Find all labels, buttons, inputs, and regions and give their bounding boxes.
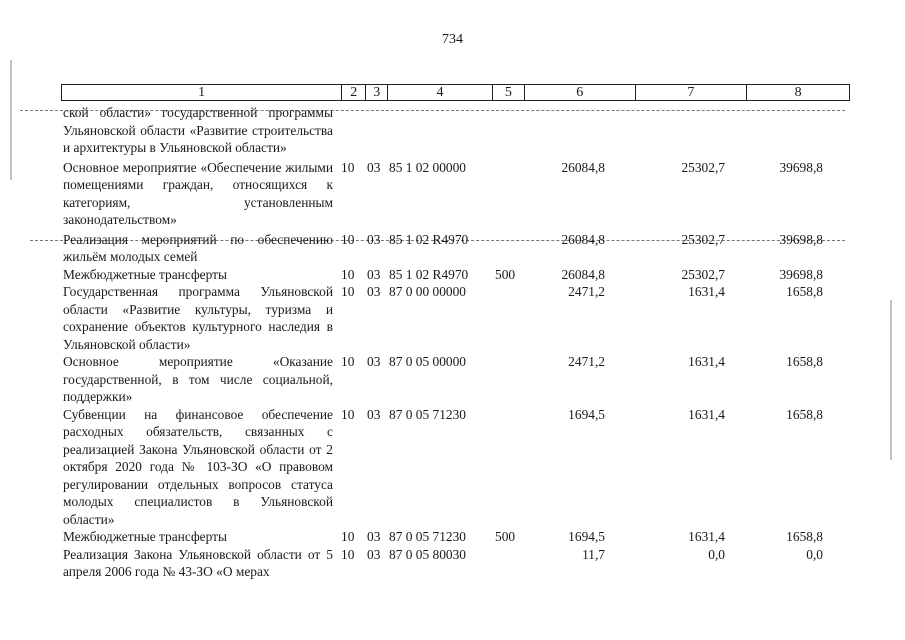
scan-speckle xyxy=(10,60,12,180)
row-name: ской области» государственной программы Ульяновской области «Развитие строительства и архитектуры в Ульяновской области» xyxy=(63,105,333,155)
row-vr: 500 xyxy=(495,529,516,544)
row-value-2024: 1694,5 xyxy=(568,406,605,422)
row-csr: 87 0 05 71230 xyxy=(389,406,466,422)
row-value-2025: 25302,7 xyxy=(681,266,725,282)
row-value-2025: 25302,7 xyxy=(681,231,725,247)
row-value-2024: 2471,2 xyxy=(568,284,605,299)
row-rz: 10 xyxy=(341,266,355,282)
table-body xyxy=(63,104,853,581)
row-name: Субвенции на финансовое обеспечение расходных обязательств, связанных с реализацией Закона Ульяновской области от 2 октября 2020 года № 103-ЗО «О правовом регулировании отдельных вопросов статуса молодых специалистов в Ульяновской области» xyxy=(63,406,333,527)
row-name: Государственная программа Ульяновской области «Развитие культуры, туризма и сохранение объектов культурного наследия в Ульяновской области» xyxy=(63,284,333,352)
table-row xyxy=(63,266,853,284)
table-row xyxy=(63,528,853,546)
row-csr: 87 0 05 71230 xyxy=(389,529,466,544)
table-row xyxy=(63,406,853,529)
row-csr: 87 0 00 00000 xyxy=(389,284,466,299)
header-col-1: 1 xyxy=(62,85,342,100)
row-value-2024: 11,7 xyxy=(582,546,605,562)
row-vr: 500 xyxy=(495,266,516,282)
row-rz: 10 xyxy=(341,284,355,299)
row-name: Реализация мероприятий по обеспечению жильём молодых семей xyxy=(63,231,333,264)
table-row xyxy=(63,104,853,157)
row-prz: 03 xyxy=(367,406,381,422)
row-name: Межбюджетные трансферты xyxy=(63,529,227,544)
row-csr: 87 0 05 00000 xyxy=(389,354,466,369)
row-value-2026: 39698,8 xyxy=(779,231,823,247)
table-row xyxy=(63,159,853,229)
header-col-8: 8 xyxy=(794,85,802,100)
page-number: 734 xyxy=(442,32,463,47)
row-rz: 10 xyxy=(341,354,355,369)
row-csr: 85 1 02 R4970 xyxy=(389,266,469,282)
row-rz: 10 xyxy=(341,529,355,544)
row-value-2024: 26084,8 xyxy=(561,231,605,247)
header-col-6: 6 xyxy=(525,85,636,100)
header-col-4: 4 xyxy=(388,85,493,100)
row-value-2026: 1658,8 xyxy=(786,529,823,544)
header-col-5: 5 xyxy=(493,85,525,100)
row-value-2026: 0,0 xyxy=(806,546,823,562)
row-value-2025: 1631,4 xyxy=(688,529,725,544)
row-value-2026: 1658,8 xyxy=(786,354,823,369)
table-header xyxy=(61,84,850,101)
row-prz: 03 xyxy=(367,266,381,282)
row-name: Межбюджетные трансферты xyxy=(63,266,227,282)
row-csr: 85 1 02 R4970 xyxy=(389,231,469,247)
row-value-2024: 26084,8 xyxy=(561,266,605,282)
header-col-3: 3 xyxy=(366,85,388,100)
row-rz: 10 xyxy=(341,546,355,562)
row-prz: 03 xyxy=(367,354,381,369)
header-col-2: 2 xyxy=(342,85,366,100)
row-value-2026: 1658,8 xyxy=(786,284,823,299)
row-csr: 87 0 05 80030 xyxy=(389,546,466,562)
row-value-2024: 1694,5 xyxy=(568,529,605,544)
header-col-7: 7 xyxy=(636,85,748,100)
row-prz: 03 xyxy=(367,159,381,175)
row-value-2026: 39698,8 xyxy=(779,159,823,175)
table-row xyxy=(63,231,853,266)
row-value-2025: 1631,4 xyxy=(688,354,725,369)
row-prz: 03 xyxy=(367,529,381,544)
row-rz: 10 xyxy=(341,406,355,422)
row-value-2025: 1631,4 xyxy=(688,284,725,299)
row-prz: 03 xyxy=(367,546,381,562)
row-value-2024: 26084,8 xyxy=(561,159,605,175)
row-rz: 10 xyxy=(341,231,355,247)
row-name: Основное мероприятие «Оказание государственной, в том числе социальной, поддержки» xyxy=(63,354,333,404)
table-row xyxy=(63,353,853,406)
row-value-2024: 2471,2 xyxy=(568,354,605,369)
row-rz: 10 xyxy=(341,159,355,175)
scan-speckle xyxy=(890,300,892,460)
row-value-2025: 0,0 xyxy=(708,546,725,562)
row-prz: 03 xyxy=(367,284,381,299)
row-value-2025: 25302,7 xyxy=(681,159,725,175)
row-value-2026: 1658,8 xyxy=(786,406,823,422)
row-csr: 85 1 02 00000 xyxy=(389,159,466,175)
row-name: Основное мероприятие «Обеспечение жилыми помещениями граждан, относящихся к категориям, установленным законодательством» xyxy=(63,159,333,227)
row-prz: 03 xyxy=(367,231,381,247)
table-row xyxy=(63,546,853,581)
row-value-2025: 1631,4 xyxy=(688,406,725,422)
table-row xyxy=(63,283,853,353)
row-value-2026: 39698,8 xyxy=(779,266,823,282)
row-name: Реализация Закона Ульяновской области от 5 апреля 2006 года № 43-ЗО «О мерах xyxy=(63,546,333,579)
